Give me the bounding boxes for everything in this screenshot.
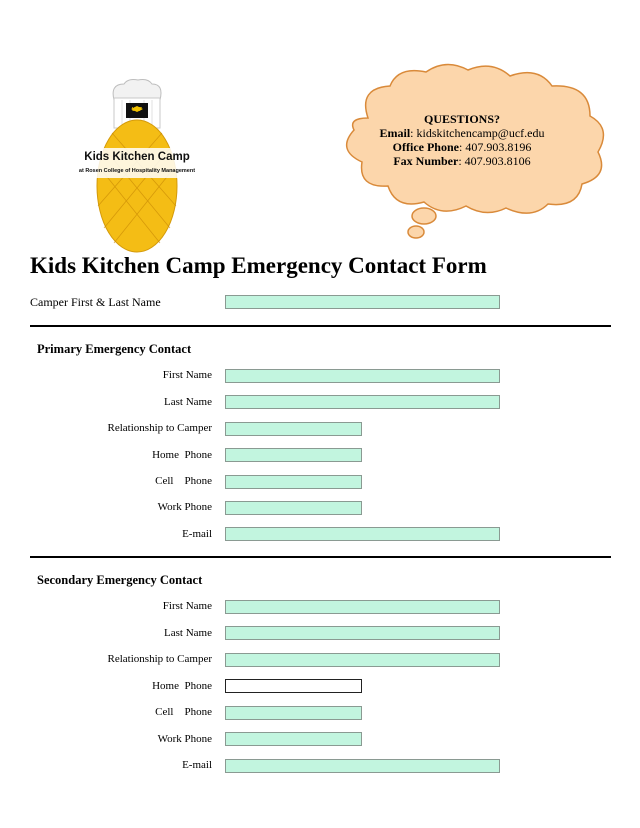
secondary-email-input[interactable] — [225, 759, 500, 773]
secondary-relationship-label: Relationship to Camper — [107, 653, 212, 665]
secondary-cell-phone-label: Cell Phone — [155, 706, 212, 718]
fax-value: : 407.903.8106 — [458, 154, 531, 168]
primary-email-label: E-mail — [182, 528, 212, 540]
chef-pineapple-logo-icon — [52, 78, 222, 256]
primary-home-phone-label: Home Phone — [152, 449, 212, 461]
secondary-last-name-label: Last Name — [164, 627, 212, 639]
primary-first-name-input[interactable] — [225, 369, 500, 383]
primary-cell-phone-label: Cell Phone — [155, 475, 212, 487]
primary-email-input[interactable] — [225, 527, 500, 541]
logo-title: Kids Kitchen Camp — [84, 151, 190, 163]
secondary-last-name-input[interactable] — [225, 626, 500, 640]
secondary-work-phone-label: Work Phone — [157, 733, 212, 745]
secondary-contact-heading: Secondary Emergency Contact — [37, 573, 203, 587]
primary-cell-phone-input[interactable] — [225, 475, 362, 489]
office-phone-value: : 407.903.8196 — [458, 140, 532, 154]
secondary-home-phone-label: Home Phone — [152, 680, 212, 692]
secondary-relationship-input[interactable] — [225, 653, 500, 667]
primary-last-name-label: Last Name — [164, 396, 212, 408]
primary-work-phone-label: Work Phone — [157, 501, 212, 513]
secondary-work-phone-input[interactable] — [225, 732, 362, 746]
camper-name-label: Camper First & Last Name — [30, 295, 161, 309]
primary-last-name-input[interactable] — [225, 395, 500, 409]
secondary-email-label: E-mail — [182, 759, 212, 771]
secondary-home-phone-input[interactable] — [225, 679, 362, 693]
email-label: Email — [379, 126, 411, 140]
logo-badge-text: UCF — [131, 107, 143, 113]
secondary-cell-phone-input[interactable] — [225, 706, 362, 720]
primary-home-phone-input[interactable] — [225, 448, 362, 462]
questions-heading: QUESTIONS? — [423, 112, 501, 126]
primary-relationship-label: Relationship to Camper — [107, 422, 212, 434]
email-line — [352, 126, 572, 140]
office-phone-line — [352, 140, 572, 154]
kids-kitchen-camp-logo — [52, 78, 222, 256]
secondary-first-name-label: First Name — [162, 600, 212, 612]
primary-contact-heading: Primary Emergency Contact — [37, 342, 192, 356]
primary-first-name-label: First Name — [162, 369, 212, 381]
logo-subtitle: at Rosen College of Hospitality Management — [78, 168, 196, 174]
contact-info — [352, 112, 572, 168]
page-title: Kids Kitchen Camp Emergency Contact Form — [30, 253, 487, 278]
divider — [30, 325, 611, 327]
primary-relationship-input[interactable] — [225, 422, 362, 436]
office-phone-label: Office Phone — [392, 140, 459, 154]
camper-name-input[interactable] — [225, 295, 500, 309]
email-value: : kidskitchencamp@ucf.edu — [410, 126, 545, 140]
fax-label: Fax Number — [393, 154, 459, 168]
divider — [30, 556, 611, 558]
secondary-first-name-input[interactable] — [225, 600, 500, 614]
fax-line — [352, 154, 572, 168]
primary-work-phone-input[interactable] — [225, 501, 362, 515]
